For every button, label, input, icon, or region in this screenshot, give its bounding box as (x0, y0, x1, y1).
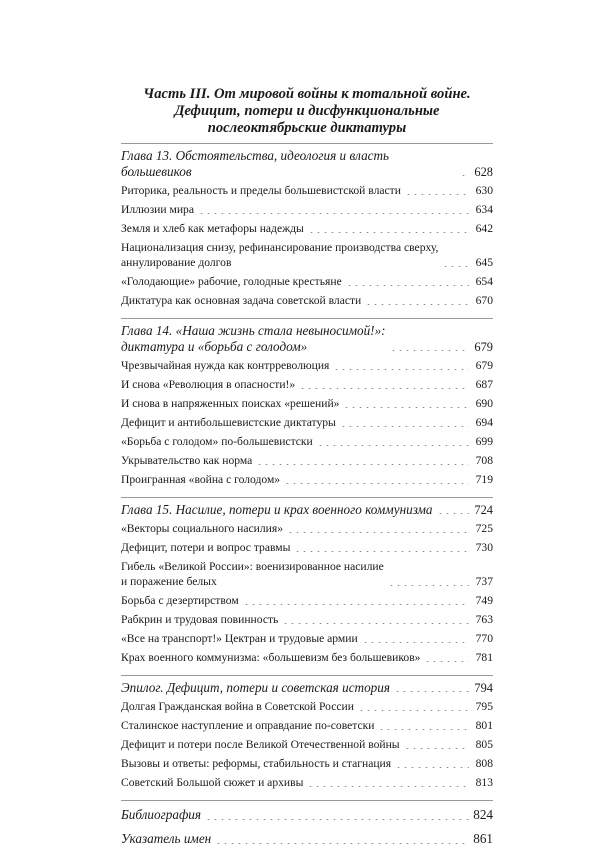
toc-section-chapter-14 (121, 319, 493, 497)
toc-item-title: «Голодающие» рабочие, голодные крестьяне (121, 275, 342, 288)
toc-item-title: Чрезвычайная нужда как контрреволюция (121, 359, 330, 372)
page-number: 654 (475, 275, 493, 288)
dot-leader (308, 232, 469, 233)
toc-item[interactable] (121, 396, 493, 411)
page-number: 724 (474, 503, 493, 517)
toc-section-chapter-15 (121, 498, 493, 675)
page-number: 813 (475, 776, 493, 789)
page-number: 699 (475, 435, 493, 448)
toc-item[interactable] (121, 358, 493, 373)
back-matter-entry-index[interactable] (121, 831, 493, 847)
toc-item-title: Риторика, реальность и пределы большевистской власти (121, 184, 401, 197)
toc-item-title: Рабкрин и трудовая повинность (121, 613, 279, 626)
dot-leader (437, 513, 469, 514)
toc-item-title: Иллюзии мира (121, 203, 194, 216)
toc-item[interactable] (121, 434, 493, 449)
page-number: 801 (475, 719, 493, 732)
toc-item-title: Советский Большой сюжет и архивы (121, 776, 304, 789)
toc-item[interactable] (121, 650, 493, 665)
part-title-line: Дефицит, потери и дисфункциональные (174, 103, 440, 119)
page-number: 737 (475, 575, 493, 588)
dot-leader (198, 213, 469, 214)
toc-item-title: Укрывательство как норма (121, 454, 253, 467)
toc-item-title: «Все на транспорт!» Цектран и трудовые армии (121, 632, 358, 645)
chapter-title: Глава 14. «Наша жизнь стала невыносимой!»: диктатура и «борьба с голодом» (121, 323, 386, 354)
page-number: 730 (475, 541, 493, 554)
toc-item[interactable] (121, 540, 493, 555)
dot-leader (362, 642, 469, 643)
dot-leader (395, 767, 469, 768)
page-number: 708 (475, 454, 493, 467)
chapter-entry[interactable] (121, 323, 493, 355)
dot-leader (388, 585, 469, 586)
page-number: 808 (475, 757, 493, 770)
page-number: 763 (475, 613, 493, 626)
page-number: 794 (474, 681, 493, 695)
dot-leader (284, 483, 469, 484)
toc-item[interactable] (121, 221, 493, 236)
part-title (121, 86, 493, 137)
chapter-title: Эпилог. Дефицит, потери и советская история (121, 680, 390, 695)
dot-leader (205, 819, 469, 820)
toc-item[interactable] (121, 202, 493, 217)
page-number: 679 (474, 340, 493, 354)
part-title-line: послеоктябрьские диктатуры (207, 120, 407, 136)
toc-item[interactable] (121, 593, 493, 608)
dot-leader (404, 748, 469, 749)
dot-leader (343, 407, 469, 408)
dot-leader (317, 445, 469, 446)
dot-leader (282, 623, 469, 624)
back-matter-title: Указатель имен (121, 831, 212, 846)
dot-leader (390, 350, 469, 351)
toc-item[interactable] (121, 240, 493, 270)
toc-item-title: Дефицит, потери и вопрос травмы (121, 541, 291, 554)
toc-item-title: И снова в напряженных поисках «решений» (121, 397, 340, 410)
toc-item-title: Земля и хлеб как метафоры надежды (121, 222, 304, 235)
toc-item-title: Национализация снизу, рефинансирование производства сверху, аннулирование долгов (121, 241, 439, 269)
page-number: 725 (475, 522, 493, 535)
toc-item[interactable] (121, 612, 493, 627)
toc-item[interactable] (121, 631, 493, 646)
toc-item[interactable] (121, 453, 493, 468)
toc-item[interactable] (121, 472, 493, 487)
page-number: 670 (475, 294, 493, 307)
back-matter-title: Библиография (121, 807, 202, 822)
page-number: 690 (475, 397, 493, 410)
page-number: 645 (475, 256, 493, 269)
toc-item[interactable] (121, 559, 493, 589)
dot-leader (424, 661, 469, 662)
page-number: 687 (475, 378, 493, 391)
page-number: 805 (475, 738, 493, 751)
dot-leader (358, 710, 469, 711)
toc-item-title: «Векторы социального насилия» (121, 522, 284, 535)
dot-leader (405, 194, 469, 195)
toc-page (121, 86, 493, 855)
toc-item[interactable] (121, 699, 493, 714)
toc-item-title: Долгая Гражданская война в Советской России (121, 700, 354, 713)
toc-item-title: Сталинское наступление и оправдание по-советски (121, 719, 375, 732)
toc-item[interactable] (121, 756, 493, 771)
page-number: 642 (475, 222, 493, 235)
toc-item[interactable] (121, 293, 493, 308)
back-matter-entry-bibliography[interactable] (121, 807, 493, 823)
page-number: 781 (475, 651, 493, 664)
page-number: 861 (473, 831, 493, 846)
chapter-entry[interactable] (121, 502, 493, 518)
dot-leader (294, 551, 469, 552)
page-number: 719 (475, 473, 493, 486)
toc-item-title: Гибель «Великой России»: военизированное насилие и поражение белых (121, 560, 384, 588)
dot-leader (333, 369, 469, 370)
page-number: 679 (475, 359, 493, 372)
toc-item[interactable] (121, 377, 493, 392)
chapter-entry[interactable] (121, 148, 493, 180)
part-title-line: Часть III. От мировой войны к тотальной войне. (143, 86, 471, 102)
dot-leader (365, 304, 469, 305)
toc-item-title: Крах военного коммунизма: «большевизм без большевиков» (121, 651, 421, 664)
dot-leader (340, 426, 469, 427)
dot-leader (243, 604, 469, 605)
toc-item[interactable] (121, 274, 493, 289)
dot-leader (460, 175, 469, 176)
dot-leader (287, 532, 469, 533)
page-number: 824 (473, 807, 493, 822)
toc-item-title: «Борьба с голодом» по-большевистски (121, 435, 313, 448)
page-number: 795 (475, 700, 493, 713)
toc-item-title: Диктатура как основная задача советской власти (121, 294, 362, 307)
toc-item[interactable] (121, 183, 493, 198)
toc-item[interactable] (121, 718, 493, 733)
toc-item[interactable] (121, 775, 493, 790)
chapter-title: Глава 15. Насилие, потери и крах военного коммунизма (121, 502, 433, 517)
toc-item-title: И снова «Революция в опасности!» (121, 378, 296, 391)
dot-leader (307, 786, 469, 787)
toc-section-chapter-13 (121, 144, 493, 318)
page-number: 634 (475, 203, 493, 216)
toc-section-epilogue (121, 676, 493, 800)
page-number: 694 (475, 416, 493, 429)
dot-leader (378, 729, 469, 730)
page-number: 630 (475, 184, 493, 197)
chapter-title: Глава 13. Обстоятельства, идеология и власть большевиков (121, 148, 390, 179)
toc-item-title: Дефицит и антибольшевистские диктатуры (121, 416, 336, 429)
dot-leader (442, 266, 469, 267)
page-number: 770 (475, 632, 493, 645)
page-number: 628 (474, 165, 493, 179)
toc-item-title: Борьба с дезертирством (121, 594, 239, 607)
dot-leader (299, 388, 469, 389)
toc-item-title: Вызовы и ответы: реформы, стабильность и стагнация (121, 757, 392, 770)
dot-leader (346, 285, 469, 286)
toc-item[interactable] (121, 415, 493, 430)
dot-leader (394, 691, 469, 692)
toc-item-title: Проигранная «война с голодом» (121, 473, 281, 486)
chapter-entry[interactable] (121, 680, 493, 696)
toc-item[interactable] (121, 521, 493, 536)
toc-item-title: Дефицит и потери после Великой Отечественной войны (121, 738, 400, 751)
dot-leader (215, 843, 469, 844)
page-number: 749 (475, 594, 493, 607)
back-matter (121, 801, 493, 847)
dot-leader (256, 464, 469, 465)
